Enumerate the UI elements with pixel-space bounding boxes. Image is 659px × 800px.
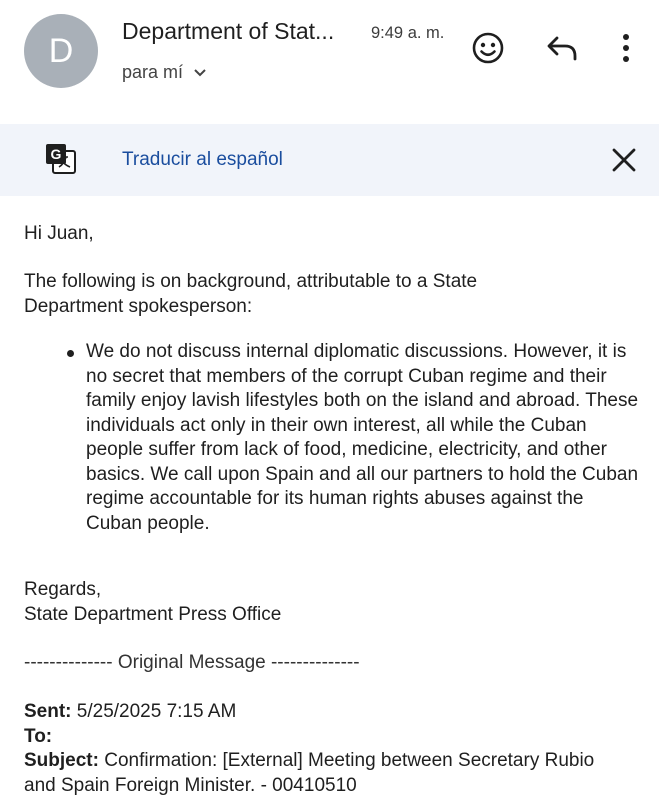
reply-icon xyxy=(545,34,579,62)
closing: Regards, xyxy=(24,579,102,600)
bullet-list xyxy=(64,340,644,536)
reply-button[interactable] xyxy=(544,32,580,64)
subject-label: Subject: xyxy=(24,750,99,771)
bullet-dot xyxy=(67,350,74,357)
original-message-divider: -------------- Original Message -------------- xyxy=(24,652,360,673)
recipient-label: para mí xyxy=(122,62,184,82)
intro-paragraph: The following is on background, attributable to a State Department spokesperson: xyxy=(24,271,478,317)
chevron-down-icon xyxy=(193,68,207,78)
sent-line xyxy=(24,700,644,725)
svg-text:G: G xyxy=(50,146,62,162)
emoji-icon xyxy=(471,31,505,65)
sender-avatar[interactable] xyxy=(24,14,98,88)
more-options-button[interactable] xyxy=(612,30,640,66)
message-time: 9:49 a. m. xyxy=(371,24,445,42)
sender-name[interactable]: Department of Stat... xyxy=(122,18,335,44)
greeting: Hi Juan, xyxy=(24,223,94,244)
subject-value: Confirmation: [External] Meeting between Secretary Rubio and Spain Foreign Minister. - 00410510 xyxy=(24,750,595,796)
sent-label: Sent: xyxy=(24,701,72,722)
google-translate-icon xyxy=(44,142,78,176)
more-vert-icon xyxy=(622,33,630,63)
close-translate-button[interactable] xyxy=(610,146,640,176)
list-item xyxy=(64,340,644,536)
to-line xyxy=(24,725,644,750)
translate-banner xyxy=(0,124,659,196)
signature: State Department Press Office xyxy=(24,604,282,625)
subject-line xyxy=(24,749,624,798)
avatar-letter: D xyxy=(48,31,74,70)
sent-value: 5/25/2025 7:15 AM xyxy=(71,701,237,722)
emoji-reaction-button[interactable] xyxy=(470,30,506,66)
bullet-text: We do not discuss internal diplomatic discussions. However, it is no secret that members of the corrupt Cuban regime and their family enjoy lavish lifestyles both on the island and abroad. These individuals act only in their own interest, all while the Cuban people suffer from lack of food, medicine, electricity, and other basics. We call upon Spain and all our partners to hold the Cuban regime accountable for its human rights abuses against the Cuban people. xyxy=(86,341,639,534)
recipient-toggle[interactable] xyxy=(122,62,207,83)
translate-link[interactable]: Traducir al español xyxy=(122,149,283,170)
close-icon xyxy=(610,146,638,174)
to-label: To: xyxy=(24,726,53,747)
